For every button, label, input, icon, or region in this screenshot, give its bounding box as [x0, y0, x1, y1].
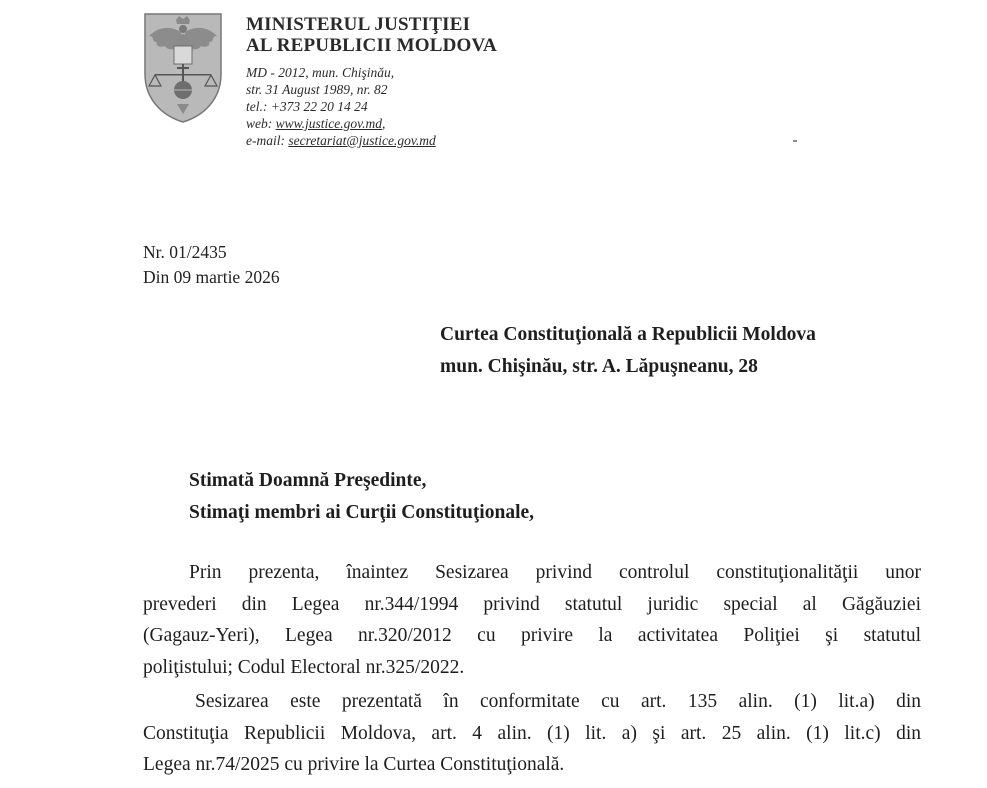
address-line-2: str. 31 August 1989, nr. 82 — [246, 82, 388, 97]
ministry-name-line-2: AL REPUBLICII MOLDOVA — [246, 35, 497, 56]
website-link[interactable]: www.justice.gov.md — [275, 116, 382, 131]
salutation-line-2: Stimaţi membri ai Curţii Constituţionale, — [189, 502, 535, 523]
reference-number: Nr. 01/2435 — [143, 242, 227, 262]
recipient-name: Curtea Constituţională a Republicii Moldova — [440, 324, 816, 345]
salutation-block — [189, 465, 534, 529]
letterhead — [246, 14, 497, 149]
web-label: web: — [246, 116, 276, 131]
email-line — [246, 132, 497, 149]
paragraph-1-line-4: poliţistului; Codul Electoral nr.325/2022. — [143, 656, 465, 678]
contact-block — [246, 64, 497, 149]
scan-speck — [793, 140, 797, 142]
recipient-block — [440, 319, 816, 383]
reference-date: Din 09 martie 2026 — [143, 267, 280, 287]
reference-block — [143, 240, 280, 290]
telephone: tel.: +373 22 20 14 24 — [246, 99, 368, 114]
paragraph-1-line-1: Prin prezenta, înaintez Sesizarea privind controlul constituţionalităţii unor — [189, 562, 921, 583]
ministry-name-line-1: MINISTERUL JUSTIŢIEI — [246, 14, 471, 35]
paragraph-2-line-2: Constituţia Republicii Moldova, art. 4 alin. (1) lit. a) şi art. 25 alin. (1) lit.c) din — [143, 722, 921, 744]
letter-body — [143, 557, 921, 781]
web-suffix: , — [382, 116, 386, 131]
paragraph-2-line-3: Legea nr.74/2025 cu privire la Curtea Constituţională. — [143, 754, 565, 775]
coat-of-arms-moldova-icon — [143, 12, 223, 124]
recipient-address: mun. Chişinău, str. A. Lăpuşneanu, 28 — [440, 356, 758, 377]
salutation-line-1: Stimată Doamnă Preşedinte, — [189, 470, 427, 491]
email-label: e-mail: — [246, 133, 289, 148]
address-line-1: MD - 2012, mun. Chişinău, — [246, 65, 395, 80]
website-line — [246, 115, 497, 132]
paragraph-1-line-2: prevederi din Legea nr.344/1994 privind statutul juridic special al Găgăuziei — [143, 593, 921, 615]
paragraph-2-line-1: Sesizarea este prezentată în conformitate cu art. 135 alin. (1) lit.a) din — [195, 691, 921, 712]
paragraph-1-line-3: (Gagauz-Yeri), Legea nr.320/2012 cu privire la activitatea Poliţiei şi statutul — [143, 625, 921, 646]
email-link[interactable]: secretariat@justice.gov.md — [288, 133, 436, 148]
